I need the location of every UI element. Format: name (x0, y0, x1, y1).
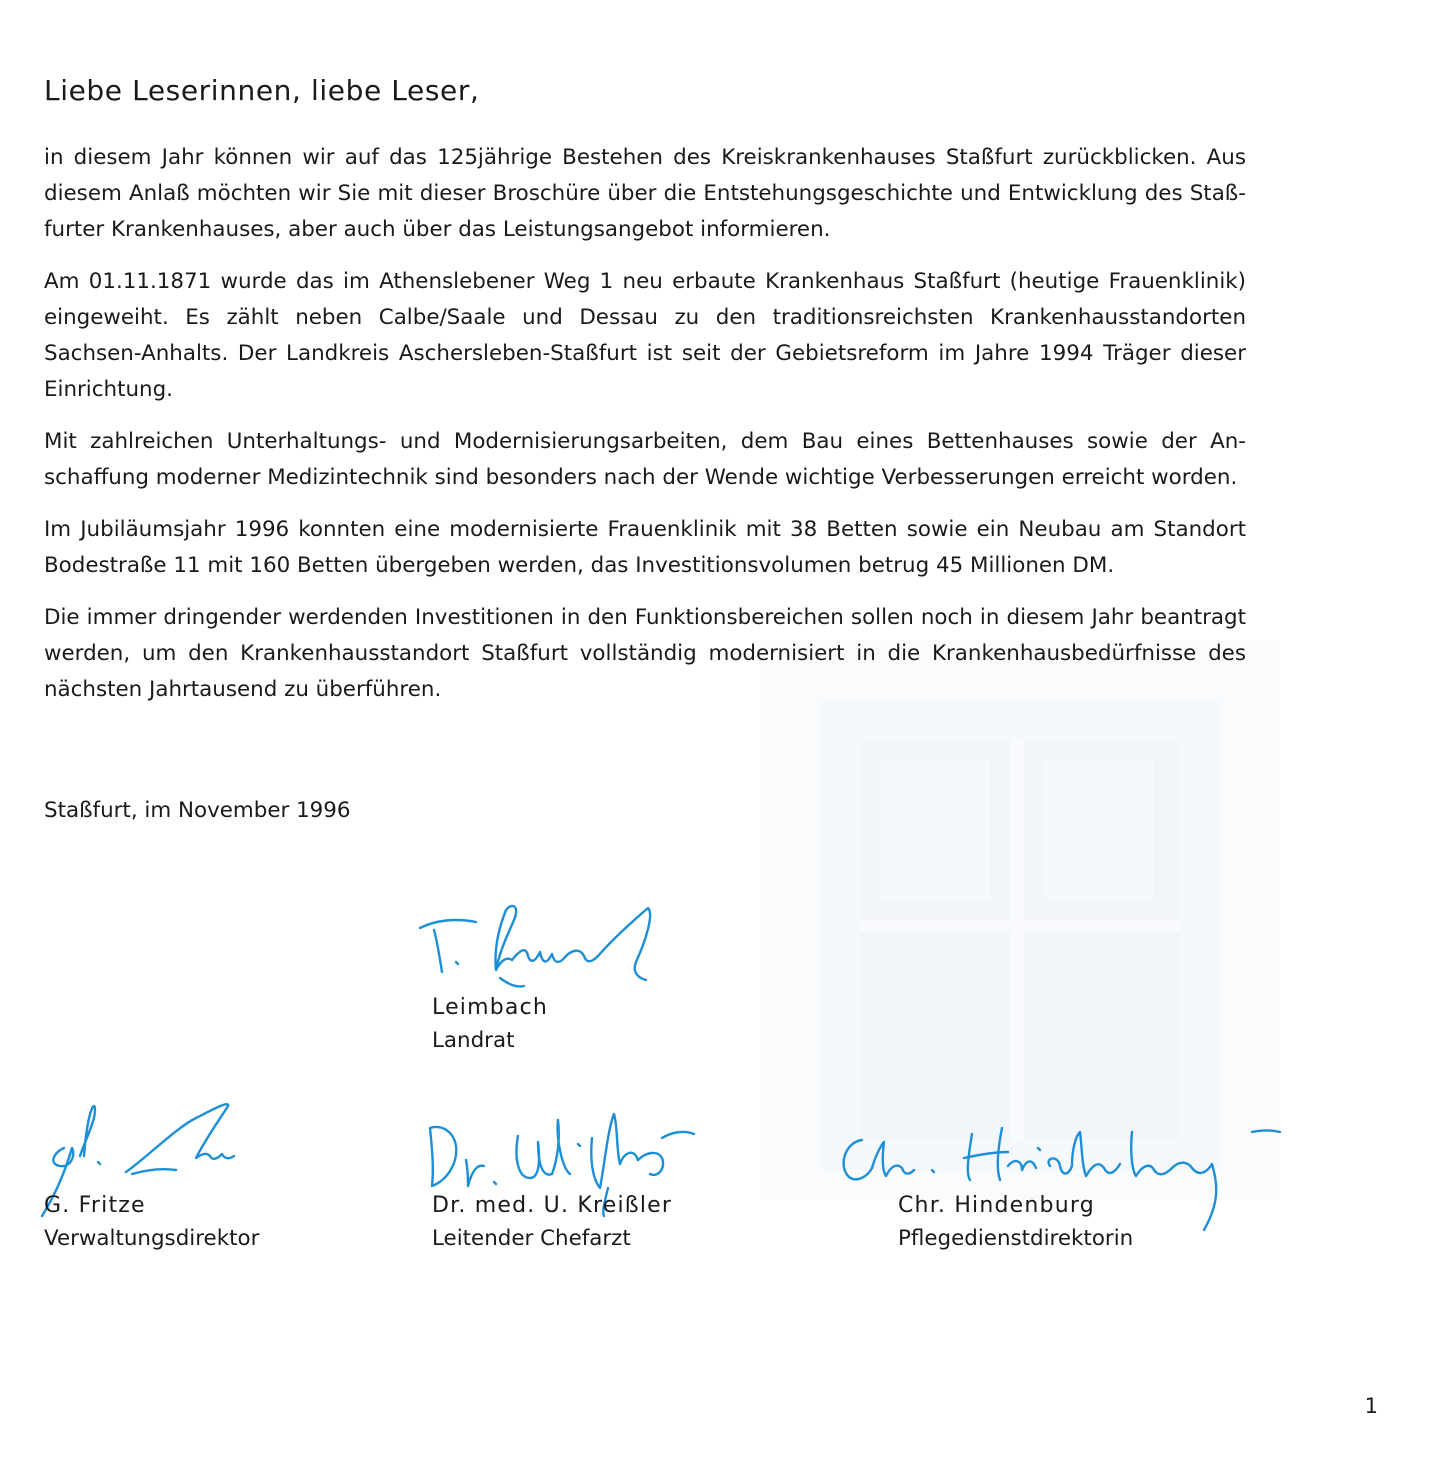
paragraph-2: Am 01.11.1871 wurde das im Athenslebener Weg 1 neu erbaute Krankenhaus Staßfurt (heutige Frauenklinik) eingeweiht. Es zählt neben Calbe/Saale und Dessau zu den traditionsreichsten Krankenhausstandorten Sachsen-Anhalts. Der Landkreis Aschersleben-Staßfurt ist seit der Gebietsreform im Jahre 1994 Träger dieser Einrichtung. (44, 269, 1246, 402)
signatory-kreissler (432, 1190, 672, 1256)
letter-body (44, 140, 1246, 724)
signatory-title: Landrat (432, 1028, 515, 1053)
signatory-title: Pflegedienstdirektorin (898, 1226, 1134, 1251)
signatory-name: Chr. Hindenburg (898, 1193, 1095, 1218)
signatory-fritze (44, 1190, 259, 1256)
signatory-title: Leitender Chefarzt (432, 1226, 631, 1251)
signatory-hindenburg (898, 1190, 1133, 1256)
signature-leimbach-handwriting (416, 900, 666, 995)
page-number: 1 (1364, 1394, 1378, 1418)
signatory-name: Leimbach (432, 995, 549, 1020)
paragraph-4: Im Jubiläumsjahr 1996 konnten eine modernisierte Frauenklinik mit 38 Betten sowie ein Neubau am Standort Bodestraße 11 mit 160 Betten übergeben werden, das Investitionsvolumen betrug 45 Millionen DM. (44, 517, 1246, 578)
background-window-image (760, 640, 1280, 1200)
signatory-name: Dr. med. U. Kreißler (432, 1193, 673, 1218)
paragraph-1: in diesem Jahr können wir auf das 125jährige Bestehen des Kreiskrankenhauses Staßfurt zurückblicken. Aus diesem Anlaß möchten wir Sie mit dieser Broschüre über die Entstehungsgeschichte und Entwicklung des Staßfurter Krankenhauses, aber auch über das Leistungsangebot informieren. (44, 145, 1246, 242)
salutation-heading: Liebe Leserinnen, liebe Leser, (44, 74, 480, 107)
signatory-leimbach (432, 992, 548, 1058)
signatory-name: G. Fritze (44, 1193, 146, 1218)
paragraph-3: Mit zahlreichen Unterhaltungs- und Modernisierungsarbeiten, dem Bau eines Bettenhauses sowie der Anschaffung moderner Medizintechnik sind besonders nach der Wende wichtige Verbesserungen erreicht worden. (44, 429, 1246, 490)
paragraph-5: Die immer dringender werdenden Investitionen in den Funktionsbereichen sollen noch in diesem Jahr beantragt werden, um den Krankenhausstandort Staßfurt vollständig modernisiert in die Krankenhausbedürfnisse des nächsten Jahrtausend zu überführen. (44, 605, 1246, 702)
signatory-title: Verwaltungsdirektor (44, 1226, 260, 1251)
dateline: Staßfurt, im November 1996 (44, 798, 351, 823)
